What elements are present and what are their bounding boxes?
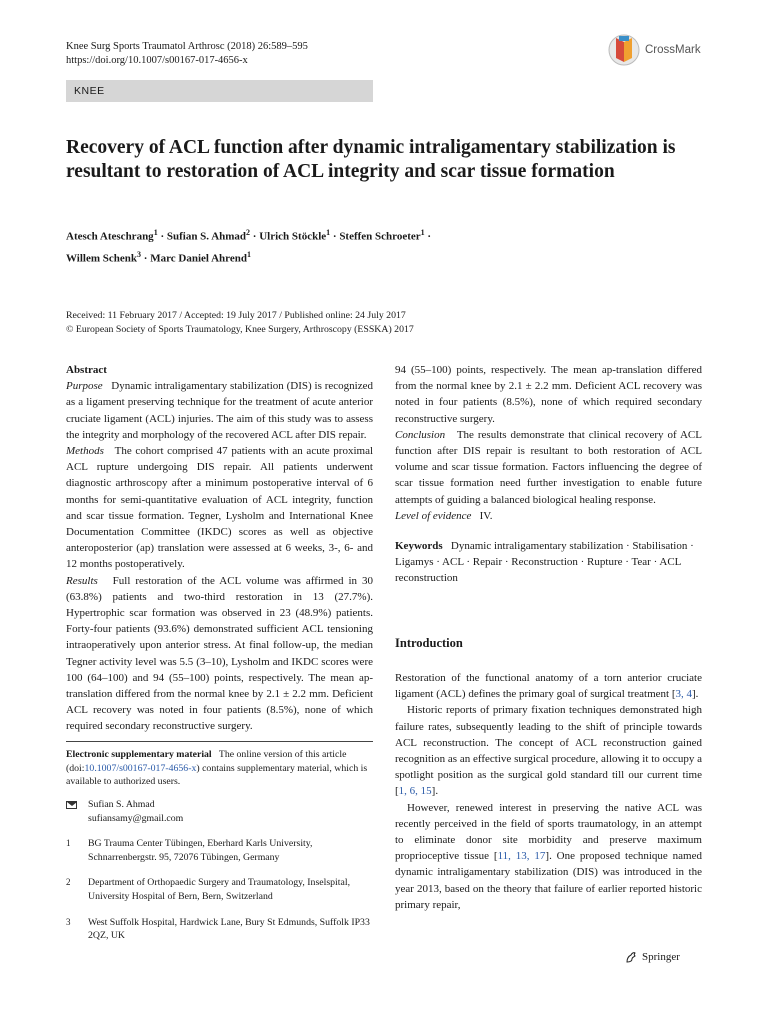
abstract-heading: Abstract [66, 364, 107, 376]
author-name[interactable]: Willem Schenk [66, 252, 138, 265]
aff-text: Department of Orthopaedic Surgery and Traumatology, Inselspital, University Hospital of Bern, Bern, Switzerland [88, 877, 351, 902]
intro-text [395, 670, 702, 913]
author-aff: 2 [246, 228, 251, 237]
esm-label: Electronic supplementary material [66, 749, 212, 760]
article-title: Recovery of ACL function after dynamic intraligamentary stabilization is resultant to restoration of ACL integrity and scar tissue formation [66, 137, 676, 182]
abstract-left [66, 362, 374, 733]
keywords-text: Dynamic intraligamentary stabilization · Stabilisation · Ligamys · ACL · Repair · Reconstruction · Rupture · Tear · ACL reconstruction [395, 540, 694, 585]
results-label: Results [66, 574, 98, 587]
date-line: Received: 11 February 2017 / Accepted: 19 July 2017 / Published online: 24 July 2017 [66, 310, 406, 321]
publisher-logo [624, 950, 680, 964]
intro-p1-end: ]. [692, 688, 699, 701]
crossmark-icon [608, 32, 640, 68]
corr-email[interactable]: sufiansamy@gmail.com [88, 812, 184, 824]
author-list: Atesch Ateschrang$^1$ · Sufian S. Ahmad$^2$ · Ulrich Stöckle$^1$ · Steffen Schroeter$^1$ · Willem Schenk$^3$ · Marc Daniel Ahrend$^1$ [66, 228, 432, 265]
conclusion-text: The results demonstrate that clinical recovery of ACL function after DIS repair is resultant to both restoration of ACL volume and scar tissue formation. Factors influencing the degree of scar tissue formation need further investigation to enable future attempts of guiding a balanced biological healing response. [395, 428, 702, 506]
abstract-results-cont: 94 (55–100) points, respectively. The mean ap-translation differed from the normal knee by 2.1 ± 2.2 mm. Deficient ACL recovery was noted in four patients (8.5%), none of which required secondary reconstructive surgery. [395, 364, 702, 425]
author-aff: 1 [246, 249, 251, 259]
aff-text: BG Trauma Center Tübingen, Eberhard Karls University, Schnarrenbergstr. 95, 72076 Tübingen, Germany [88, 838, 313, 863]
intro-p3-text: However, renewed interest in preserving the native ACL was recently perceived in the field of sports traumatology, in an attempt to eliminate donor site morbidity and preserve maximum proprioceptive tissue [ [395, 801, 702, 863]
affiliation [66, 876, 373, 903]
level-text: IV. [479, 509, 493, 522]
journal-citation: Knee Surg Sports Traumatol Arthrosc (2018) 26:589–595 [66, 41, 308, 52]
abstract-purpose [66, 378, 373, 443]
intro-p2-end: ]. [431, 785, 439, 798]
intro-p1-text: Restoration of the functional anatomy of a torn anterior cruciate ligament (ACL) defines the primary goal of surgical treatment [ [395, 672, 702, 701]
abstract-methods [66, 443, 373, 573]
correspondence [66, 798, 373, 825]
esm-text-end: ) contains supplementary material, which is available to authorized users. [66, 762, 368, 788]
envelope-icon [66, 801, 77, 809]
purpose-text: Dynamic intraligamentary stabilization (DIS) is recognized as a ligament preserving technique for the treatment of acute anterior cruciate ligament (ACL) injuries. The aim of this study was to assess the integrity and morphology of the recovered ACL after DIS repair. [66, 380, 373, 441]
intro-p2 [395, 702, 702, 799]
aff-num: 1 [66, 838, 71, 849]
journal-doi[interactable]: https://doi.org/10.1007/s00167-017-4656-x [66, 55, 248, 66]
author-name[interactable]: Ulrich Stöckle [259, 230, 327, 243]
abstract-conclusion [395, 427, 702, 508]
intro-p1 [395, 670, 702, 702]
conclusion-label: Conclusion [395, 428, 446, 441]
author-name[interactable]: Sufian S. Ahmad [166, 230, 247, 243]
aff-num: 3 [66, 916, 71, 927]
publication-dates [66, 309, 706, 337]
abstract-results [66, 573, 374, 733]
esm-link[interactable]: 10.1007/s00167-017-4656-x [84, 762, 197, 774]
citation-link[interactable]: 3, 4 [675, 688, 693, 701]
supplementary-note [66, 741, 373, 789]
intro-p3 [395, 800, 702, 913]
crossmark-label: CrossMark [645, 44, 701, 56]
author-name[interactable]: Atesch Ateschrang [66, 230, 154, 243]
author-aff: 1 [153, 228, 158, 237]
section-label: KNEE [66, 80, 373, 102]
esm-text: The online version of this article (doi: [66, 749, 347, 774]
keywords-label: Keywords [395, 540, 443, 553]
aff-num: 2 [66, 877, 71, 888]
affiliation [66, 916, 373, 943]
methods-text: The cohort comprised 47 patients with an acute proximal ACL rupture undergoing DIS repair. All patients underwent diagnostic arthroscopy after a minimum postoperative interval of 6 months for semi-quantitative evaluation of ACL integrity, function and scar tissue formation. Tegner, Lysholm and International Knee Documentation Committee (IKDC) scores as well as objective anteroposterior (ap) translation were assessed at 6 weeks, 3-, 6- and 12 months postoperatively. [66, 445, 374, 571]
crossmark-badge[interactable] [608, 30, 712, 70]
citation-link[interactable]: 1, 6, 15 [398, 785, 432, 798]
correspondence-block [66, 798, 373, 955]
affiliation [66, 837, 373, 864]
corr-name: Sufian S. Ahmad [88, 799, 155, 810]
methods-label: Methods [66, 445, 104, 458]
abstract-right [395, 362, 702, 587]
publisher-name: Springer [642, 951, 680, 963]
level-label: Level of evidence [395, 509, 472, 522]
springer-horse-icon [624, 950, 638, 964]
journal-header [66, 40, 308, 68]
results-text: Full restoration of the ACL volume was affirmed in 30 (63.8%) patients and two-third restoration in 13 (27.7%). Hypertrophic scar formation was observed in 23 (48.9%) patients. Forty-four patients (93.6%) demonstrated sufficient ACL tensioning intraoperatively upon anterior stress. At final follow-up, the median Tegner activity level was 5.5 (3–10), Lysholm and IKDC scores were 100 (64–100) and 94 (55–100) points, respectively. The mean ap-translation differed from the normal knee by 2.1 ± 2.2 mm. Deficient ACL recovery was noted in four patients (8.5%), none of which required secondary reconstructive surgery. [66, 574, 374, 733]
author-name[interactable]: Marc Daniel Ahrend [150, 252, 247, 265]
intro-p3-end: ]. One proposed technique named dynamic intraligamentary stabilization (DIS) was introduced in the year 2013, based on the theory that failure of earlier reported historic primary repair, [395, 850, 702, 911]
citation-link[interactable]: 11, 13, 17 [497, 850, 546, 863]
author-aff: 1 [326, 228, 331, 237]
author-aff: 3 [137, 249, 142, 259]
aff-text: West Suffolk Hospital, Hardwick Lane, Bury St Edmunds, Suffolk IP33 2QZ, UK [88, 916, 370, 942]
purpose-label: Purpose [66, 380, 103, 393]
intro-p2-text: Historic reports of primary fixation techniques demonstrated high failure rates, subsequently leading to the shift of principle towards ACL reconstruction. The concept of ACL reconstruction gained recognition as an effective surgical procedure, allowing it to occupy a spotlight position as the surgical gold standard till our current time [ [395, 704, 702, 798]
author-name[interactable]: Steffen Schroeter [339, 230, 421, 243]
copyright-line: © European Society of Sports Traumatology, Knee Surgery, Arthroscopy (ESSKA) 2017 [66, 324, 414, 335]
author-aff: 1 [420, 228, 425, 237]
intro-heading: Introduction [395, 636, 463, 650]
keywords [395, 538, 702, 587]
abstract-level [395, 508, 702, 524]
